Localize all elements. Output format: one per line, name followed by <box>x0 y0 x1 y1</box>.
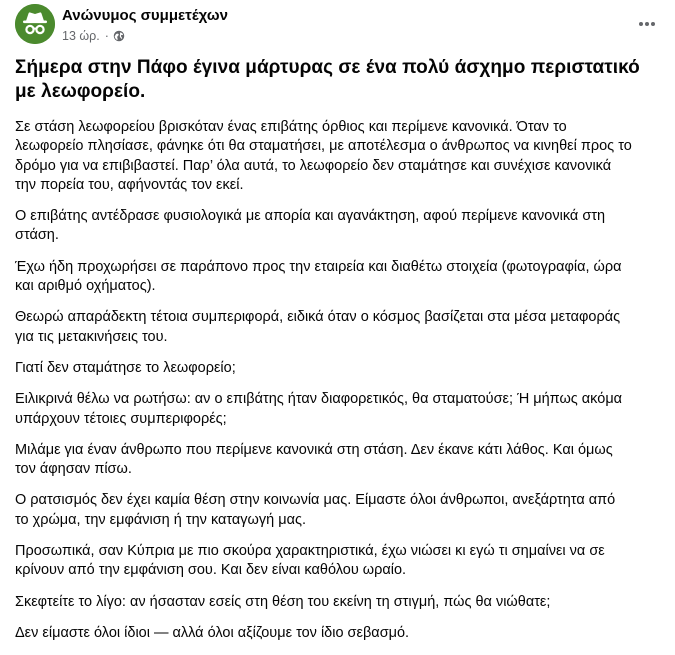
globe-icon <box>113 30 125 42</box>
post-paragraph: Ο επιβάτης αντέδρασε φυσιολογικά με απορία και αγανάκτηση, αφού περίμενε κανονικά στη στάση. <box>15 208 606 244</box>
post-title: Σήμερα στην Πάφο έγινα μάρτυρας σε ένα πολύ άσχημο περιστατικό με λεωφορείο. <box>15 57 640 102</box>
post-paragraph: Θεωρώ απαράδεκτη τέτοια συμπεριφορά, ειδικά όταν ο κόσμος βασίζεται στα μέσα μεταφοράς για τις μετακινήσεις του. <box>15 309 621 345</box>
meta-separator: · <box>104 29 109 43</box>
post-paragraph: Ειλικρινά θέλω να ρωτήσω: αν ο επιβάτης ήταν διαφορετικός, θα σταματούσε; Ή μήπως ακόμα υπάρχουν τέτοιες συμπεριφορές; <box>15 391 623 427</box>
avatar[interactable] <box>15 4 55 44</box>
more-options-icon <box>637 14 657 34</box>
anonymous-incognito-icon <box>15 4 55 44</box>
post-paragraph: Σκεφτείτε το λίγο: αν ήσασταν εσείς στη θέση του εκείνη τη στιγμή, πώς θα νιώθατε; <box>15 593 551 610</box>
more-options-button[interactable] <box>629 6 665 42</box>
post-paragraph: Έχω ήδη προχωρήσει σε παράπονο προς την εταιρεία και διαθέτω στοιχεία (φωτογραφία, ώρα και αριθμό οχήματος). <box>15 258 622 295</box>
post-paragraph: Γιατί δεν σταμάτησε το λεωφορείο; <box>15 359 236 376</box>
post-paragraph: Προσωπικά, σαν Κύπρια με πιο σκούρα χαρακτηριστικά, έχω νιώσει κι εγώ τι σημαίνει να σε κρίνουν από την εμφάνιση σου. Και δεν είναι καθόλου ωραίο. <box>15 543 605 579</box>
post-paragraphs <box>15 118 675 643</box>
post-paragraph: Δεν είμαστε όλοι ίδιοι — αλλά όλοι αξίζουμε τον ίδιο σεβασμό. <box>15 624 410 641</box>
post-meta <box>62 29 125 43</box>
post-timestamp[interactable]: 13 ώρ. <box>62 29 100 43</box>
author-name[interactable]: Ανώνυμος συμμετέχων <box>62 7 228 24</box>
post-paragraph: Ο ρατσισμός δεν έχει καμία θέση στην κοινωνία μας. Είμαστε όλοι άνθρωποι, ανεξάρτητα από το χρώμα, την εμφάνιση ή την καταγωγή μας. <box>15 492 616 528</box>
post-paragraph: Μιλάμε για έναν άνθρωπο που περίμενε κανονικά στη στάση. Δεν έκανε κάτι λάθος. Και όμως τον άφησαν πίσω. <box>15 441 613 478</box>
post-header <box>15 4 645 46</box>
post-paragraph: Σε στάση λεωφορείου βρισκόταν ένας επιβάτης όρθιος και περίμενε κανονικά. Όταν το λεωφορείο πλησίασε, φάνηκε ότι θα σταματήσει, με αποτέλεσμα ο άνθρωπος να κινηθεί προς το δρόμο για να επιβιβαστεί. Παρ’ όλα αυτά, το λεωφορείο δεν σταμάτησε και συνέχισε κανονικά την πορεία του, αφήνοντάς τον εκεί. <box>15 119 632 193</box>
post-body <box>15 56 675 655</box>
